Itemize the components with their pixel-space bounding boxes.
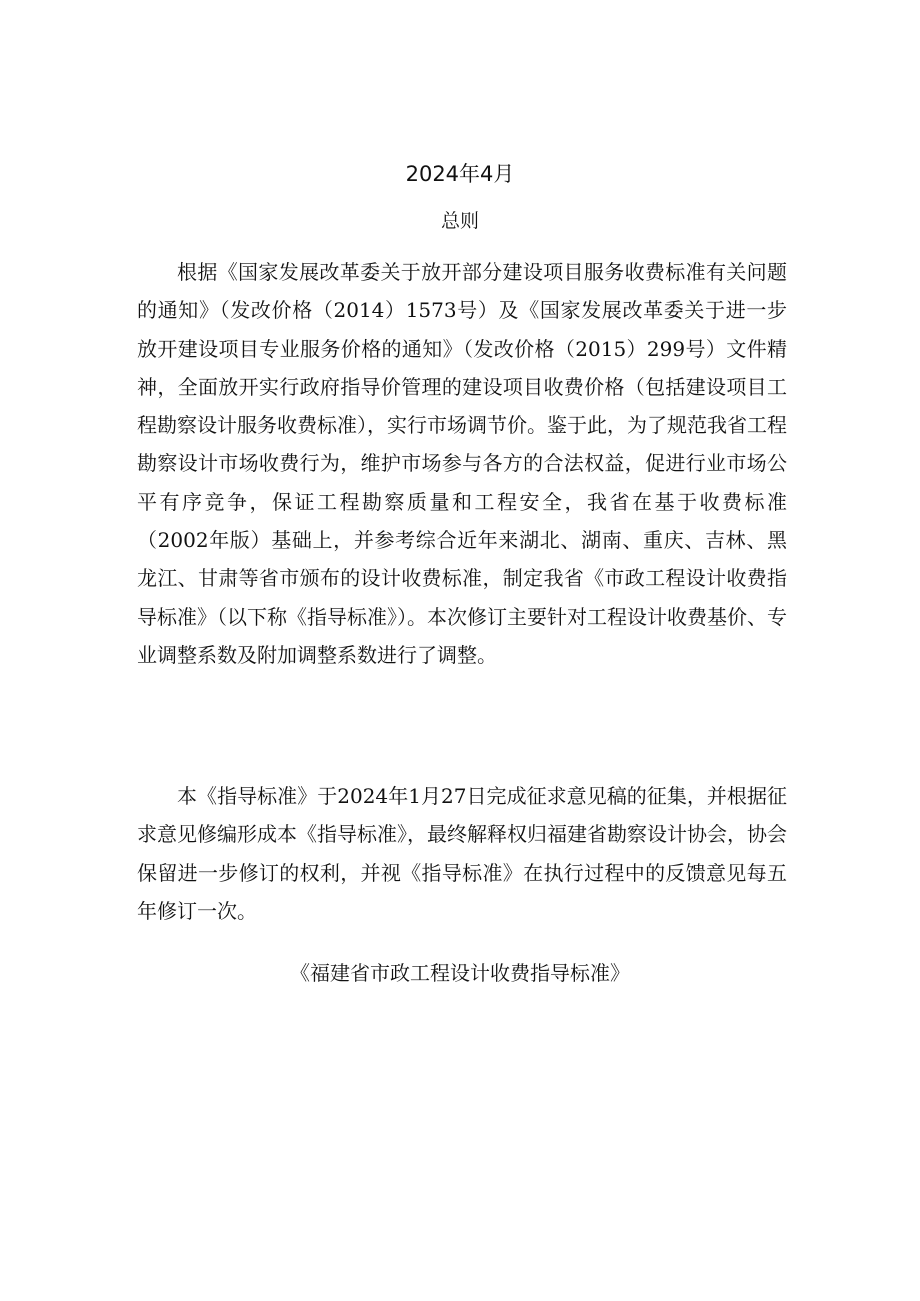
standard-title: 《福建省市政工程设计收费指导标准》 — [290, 961, 630, 985]
body-paragraph-2: 本《指导标准》于2024年1月27日完成征求意见稿的征集，并根据征求意见修编形成本《指导标准》，最终解释权归福建省勘察设计协会，协会保留进一步修订的权利，并视《指导标准》在执行过程中的反馈意见每五年修订一次。 — [137, 784, 787, 923]
section-title: 总则 — [440, 210, 479, 232]
body-paragraph-1: 根据《国家发展改革委关于放开部分建设项目服务收费标准有关问题的通知》（发改价格（2014）1573号）及《国家发展改革委关于进一步放开建设项目专业服务价格的通知》（发改价格（2015）299号）文件精神，全面放开实行政府指导价管理的建设项目收费价格（包括建设项目工程勘察设计服务收费标准），实行市场调节价。鉴于此，为了规范我省工程勘察设计市场收费行为，维护市场参与各方的合法权益，促进行业市场公平有序竞争，保证工程勘察质量和工程安全，我省在基于收费标准（2002年版）基础上，并参考综合近年来湖北、湖南、重庆、吉林、黑龙江、甘肃等省市颁布的设计收费标准，制定我省《市政工程设计收费指导标准》（以下称《指导标准》）。本次修订主要针对工程设计收费基价、专业调整系数及附加调整系数进行了调整。 — [137, 260, 787, 667]
document-date: 2024年4月 — [405, 162, 515, 186]
